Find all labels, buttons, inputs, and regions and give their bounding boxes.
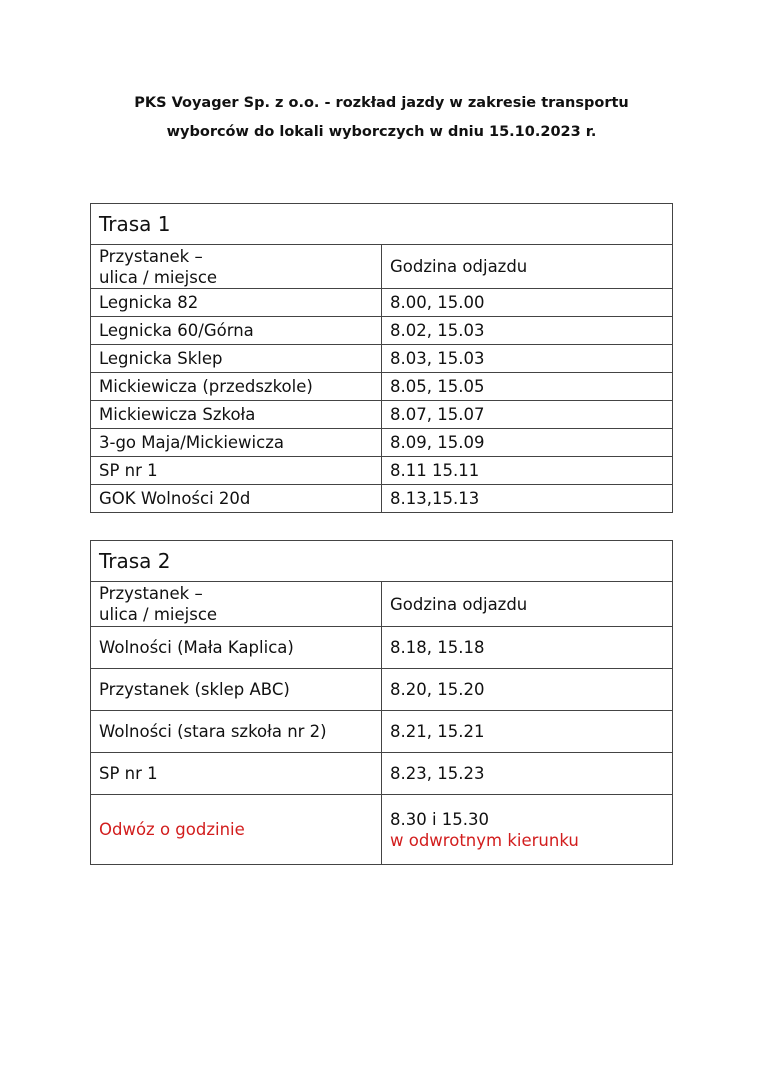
time-cell: 8.03, 15.03 [382, 345, 673, 373]
time-cell: 8.21, 15.21 [382, 711, 673, 753]
table-row [91, 711, 673, 753]
table-row [91, 429, 673, 457]
time-cell: 8.11 15.11 [382, 457, 673, 485]
time-cell: 8.13,15.13 [382, 485, 673, 513]
table-row [91, 317, 673, 345]
time-cell: 8.00, 15.00 [382, 289, 673, 317]
title-line-2: wyborców do lokali wyborczych w dniu 15.10.2023 r. [166, 124, 597, 140]
stop-cell: Przystanek (sklep ABC) [91, 669, 382, 711]
time-column-header: Godzina odjazdu [382, 245, 673, 289]
route-2-table [90, 540, 673, 865]
stop-column-header: Przystanek – ulica / miejsce [91, 582, 382, 627]
table-row [91, 401, 673, 429]
route-1-title: Trasa 1 [91, 204, 673, 245]
time-cell: 8.02, 15.03 [382, 317, 673, 345]
return-time: 8.30 i 15.30 [390, 809, 490, 829]
return-label: Odwóz o godzinie [91, 795, 382, 865]
table-row [91, 485, 673, 513]
time-cell: 8.09, 15.09 [382, 429, 673, 457]
time-cell: 8.18, 15.18 [382, 627, 673, 669]
table-row [91, 627, 673, 669]
table-row [91, 373, 673, 401]
stop-cell: Mickiewicza (przedszkole) [91, 373, 382, 401]
title-line-1: PKS Voyager Sp. z o.o. - rozkład jazdy w zakresie transportu [134, 95, 629, 111]
table-row [91, 457, 673, 485]
stop-cell: Wolności (Mała Kaplica) [91, 627, 382, 669]
return-time-cell [382, 795, 673, 865]
return-row [91, 795, 673, 865]
route-2-title: Trasa 2 [91, 541, 673, 582]
return-note: w odwrotnym kierunku [390, 830, 579, 850]
time-cell: 8.20, 15.20 [382, 669, 673, 711]
stop-column-header: Przystanek – ulica / miejsce [91, 245, 382, 289]
table-row [91, 345, 673, 373]
time-cell: 8.07, 15.07 [382, 401, 673, 429]
stop-cell: 3-go Maja/Mickiewicza [91, 429, 382, 457]
route-1-table [90, 203, 673, 513]
stop-cell: Legnicka 60/Górna [91, 317, 382, 345]
table-row [91, 289, 673, 317]
time-cell: 8.05, 15.05 [382, 373, 673, 401]
time-cell: 8.23, 15.23 [382, 753, 673, 795]
table-row [91, 669, 673, 711]
table-row [91, 753, 673, 795]
stop-cell: Wolności (stara szkoła nr 2) [91, 711, 382, 753]
stop-cell: Legnicka Sklep [91, 345, 382, 373]
stop-cell: GOK Wolności 20d [91, 485, 382, 513]
stop-cell: SP nr 1 [91, 753, 382, 795]
stop-cell: Mickiewicza Szkoła [91, 401, 382, 429]
stop-cell: SP nr 1 [91, 457, 382, 485]
document-title [0, 89, 763, 147]
stop-cell: Legnicka 82 [91, 289, 382, 317]
time-column-header: Godzina odjazdu [382, 582, 673, 627]
